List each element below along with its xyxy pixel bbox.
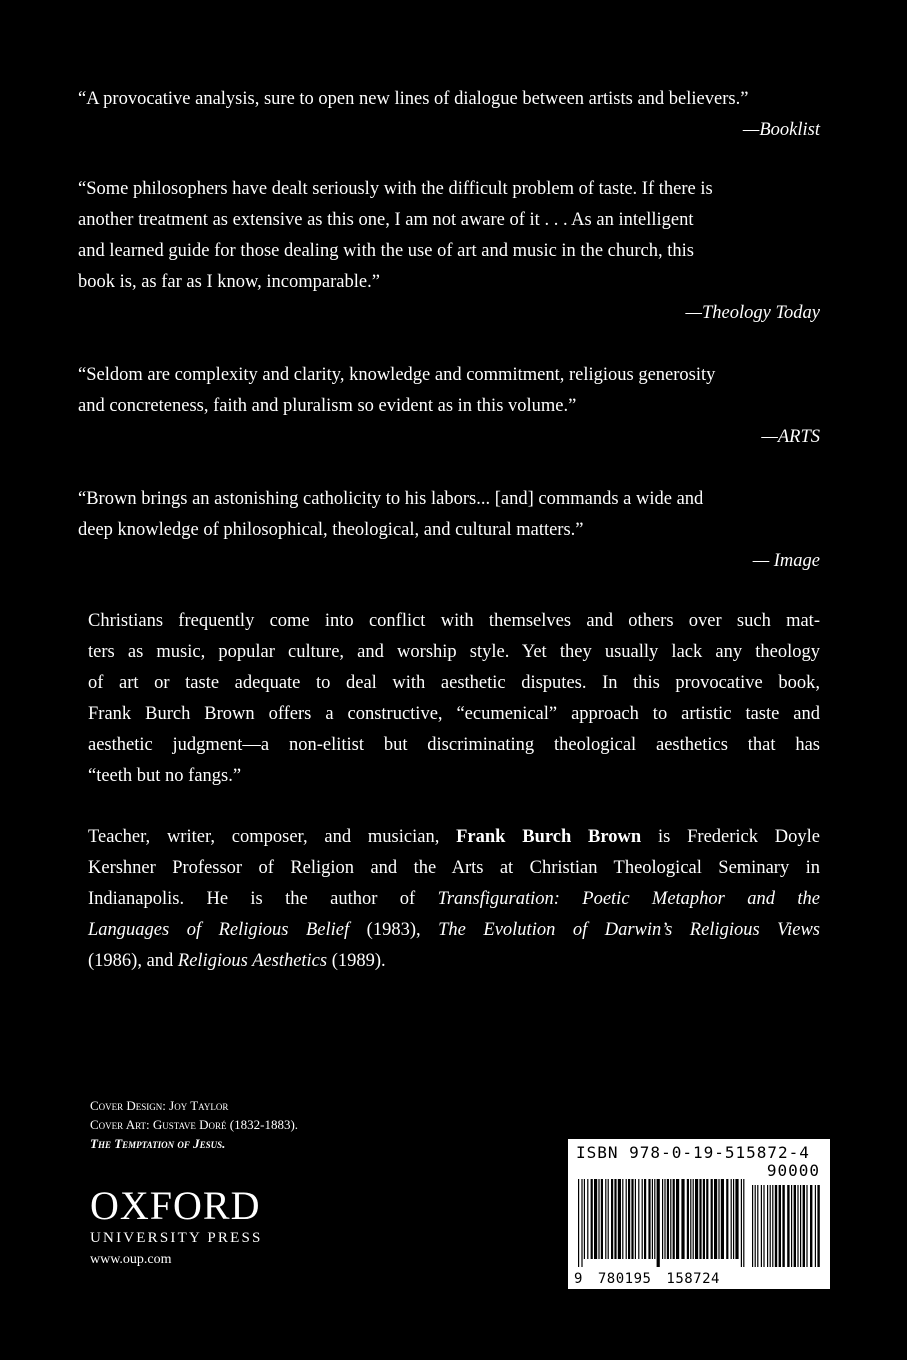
description-line: Christians frequently come into conflict with themselves and others over such mat-	[88, 611, 820, 631]
barcode-bar	[733, 1179, 734, 1259]
barcode-bar	[608, 1179, 609, 1259]
book-title: The Evolution of Darwin’s Religious Views	[438, 920, 820, 940]
barcode-addon-bar	[757, 1185, 758, 1267]
barcode-addon-bar	[806, 1185, 807, 1267]
barcode-bars	[576, 1179, 822, 1267]
bio-line	[88, 915, 820, 946]
barcode-addon-bar	[763, 1185, 764, 1267]
barcode-addon-bar	[752, 1185, 753, 1267]
description-line: of art or taste adequate to deal with aesthetic disputes. In this provocative book,	[88, 673, 820, 693]
barcode-addon-bar	[775, 1185, 777, 1267]
bio-text: (1983),	[349, 920, 439, 940]
barcode-bar	[578, 1179, 579, 1267]
quote-text: another treatment as extensive as this one, I am not aware of it . . . As an intelligent	[78, 210, 694, 230]
quote-text: “Some philosophers have dealt seriously with the difficult problem of taste. If there is	[78, 179, 713, 199]
barcode-bar	[591, 1179, 593, 1259]
book-description	[88, 606, 820, 792]
quote-text: deep knowledge of philosophical, theological, and cultural matters.”	[78, 520, 584, 540]
cover-art-title: The Temptation of Jesus.	[90, 1136, 226, 1151]
isbn-barcode	[568, 1139, 830, 1289]
barcode-bar	[657, 1179, 660, 1267]
barcode-bar	[598, 1179, 599, 1259]
bio-text: (1989).	[327, 951, 386, 971]
quote-text: book is, as far as I know, incomparable.”	[78, 272, 380, 292]
barcode-bar	[743, 1179, 744, 1267]
quote-arts	[78, 360, 820, 453]
barcode-addon-bar	[791, 1185, 792, 1267]
barcode-bar	[611, 1179, 613, 1259]
barcode-bar	[631, 1179, 633, 1259]
cover-art-credit: Cover Art: Gustave Doré (1832-1883).	[90, 1117, 299, 1132]
barcode-bar	[584, 1179, 585, 1259]
barcode-addon-bar	[787, 1185, 789, 1267]
barcode-addon-bar	[755, 1185, 756, 1267]
book-title: Languages of Religious Belief	[88, 920, 350, 940]
book-title: Transfiguration: Poetic Metaphor and the	[437, 889, 820, 909]
barcode-bar	[581, 1179, 582, 1267]
barcode-bar	[635, 1179, 636, 1259]
barcode-bar	[673, 1179, 675, 1259]
cover-credits	[90, 1096, 298, 1153]
bio-text: is Frederick Doyle	[641, 827, 821, 847]
barcode-bar	[706, 1179, 708, 1259]
bio-line	[88, 946, 820, 977]
barcode-bar	[687, 1179, 689, 1259]
author-bio	[88, 822, 820, 977]
barcode-bar	[711, 1179, 713, 1259]
barcode-addon-bar	[815, 1185, 816, 1267]
book-title: Religious Aesthetics	[177, 951, 328, 971]
bio-text: Teacher, writer, composer, and musician,	[88, 827, 457, 847]
barcode-bar	[670, 1179, 671, 1259]
description-line: aesthetic judgment—a non-elitist but discriminating theological aesthetics that has	[88, 735, 820, 755]
bio-text: Indianapolis. He is the author of	[88, 889, 438, 909]
publisher-name: OXFORD	[90, 1183, 261, 1228]
barcode-bar	[626, 1179, 627, 1259]
barcode-addon-bar	[761, 1185, 762, 1267]
description-line: ters as music, popular culture, and worship style. Yet they usually lack any theology	[88, 642, 820, 662]
barcode-bar	[731, 1179, 732, 1259]
quote-text: “Seldom are complexity and clarity, knowledge and commitment, religious generosity	[78, 365, 716, 385]
price-code: 90000	[766, 1161, 820, 1180]
barcode-bar	[662, 1179, 663, 1259]
barcode-bar	[714, 1179, 717, 1259]
barcode-bar	[681, 1179, 684, 1259]
bio-line	[88, 884, 820, 915]
quote-attribution: —Booklist	[742, 120, 820, 140]
quote-text: “Brown brings an astonishing catholicity to his labors... [and] commands a wide and	[78, 489, 704, 509]
barcode-addon-bar	[772, 1185, 773, 1267]
isbn-number: ISBN 978-0-19-515872-4	[576, 1143, 810, 1162]
barcode-bar	[622, 1179, 623, 1259]
barcode-addon-bar	[797, 1185, 798, 1267]
quote-text: “A provocative analysis, sure to open new lines of dialogue between artists and believers.”	[78, 89, 749, 109]
barcode-addon-bar	[800, 1185, 801, 1267]
publisher-logo	[90, 1183, 263, 1247]
quote-attribution: —ARTS	[761, 427, 820, 447]
bio-text: (1986), and	[88, 951, 178, 971]
barcode-bar	[642, 1179, 643, 1259]
barcode-addon-bar	[782, 1185, 784, 1267]
barcode-bar	[726, 1179, 728, 1259]
bio-line	[88, 822, 820, 853]
barcode-bar	[614, 1179, 616, 1259]
barcode-bar	[699, 1179, 701, 1259]
barcode-bar	[741, 1179, 742, 1267]
barcode-bar	[618, 1179, 621, 1259]
barcode-digits-right: 158724	[666, 1271, 720, 1287]
quote-attribution: — Image	[752, 551, 820, 571]
publisher-subtitle: UNIVERSITY PRESS	[90, 1230, 263, 1246]
quote-text: and concreteness, faith and pluralism so evident as in this volume.”	[78, 396, 577, 416]
barcode-addon-bar	[810, 1185, 812, 1267]
barcode-digit-first: 9	[574, 1271, 583, 1287]
barcode-addon-bar	[770, 1185, 771, 1267]
barcode-bar	[601, 1179, 603, 1259]
quote-image	[78, 484, 820, 577]
publisher-url: www.oup.com	[90, 1252, 172, 1267]
quote-booklist	[78, 84, 820, 146]
barcode-bar	[690, 1179, 691, 1259]
barcode-addon-bar	[794, 1185, 796, 1267]
barcode-bar	[628, 1179, 630, 1259]
barcode-bar	[695, 1179, 698, 1259]
barcode-addon-bar	[767, 1185, 768, 1267]
barcode-bar	[644, 1179, 646, 1259]
barcode-addon-bar	[817, 1185, 819, 1267]
quote-attribution: —Theology Today	[685, 303, 820, 323]
barcode-bar	[693, 1179, 694, 1259]
description-line: Frank Burch Brown offers a constructive, “ecumenical” approach to artistic taste and	[88, 704, 820, 724]
barcode-bar	[587, 1179, 588, 1259]
barcode-digits	[574, 1271, 720, 1287]
barcode-bar	[652, 1179, 653, 1259]
barcode-bar	[654, 1179, 655, 1259]
barcode-addon-bar	[803, 1185, 805, 1267]
barcode-bar	[676, 1179, 679, 1259]
barcode-bar	[594, 1179, 597, 1259]
barcode-bar	[718, 1179, 719, 1259]
barcode-bar	[735, 1179, 738, 1259]
cover-design-credit: Cover Design: Joy Taylor	[90, 1098, 229, 1113]
description-line: “teeth but no fangs.”	[88, 766, 242, 786]
barcode-bar	[648, 1179, 650, 1259]
bio-line: Kershner Professor of Religion and the Arts at Christian Theological Seminary in	[88, 858, 820, 878]
barcode-bar	[664, 1179, 665, 1259]
barcode-bar	[703, 1179, 705, 1259]
barcode-digits-left: 780195	[597, 1271, 652, 1287]
author-name: Frank Burch Brown	[456, 827, 642, 847]
quote-text: and learned guide for those dealing with the use of art and music in the church, this	[78, 241, 694, 261]
barcode-addon-bar	[779, 1185, 781, 1267]
barcode-bar	[638, 1179, 639, 1259]
quote-theology-today	[78, 174, 820, 329]
barcode-bar	[667, 1179, 669, 1259]
barcode-bar	[605, 1179, 606, 1259]
barcode-bar	[721, 1179, 724, 1259]
